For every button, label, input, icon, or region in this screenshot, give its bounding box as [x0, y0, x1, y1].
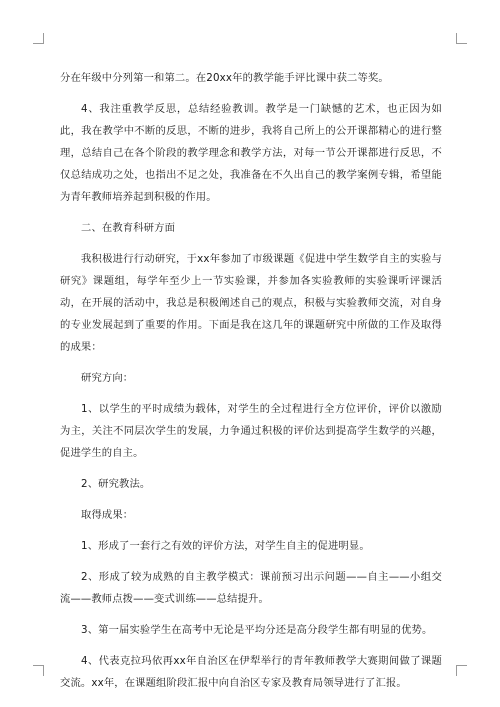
paragraph-2: 4、我注重教学反思，总结经验教训。教学是一门缺憾的艺术，也正因为如此，我在教学中不断的反思，不断的进步，我将自己所上的公开课都精心的进行整理，总结自己在各个阶段的教学理念和教学方法，对每一节公开课都进行反思，不仅总结成功之处，也指出不足之处，我准备在不久出自己的教学案例专辑，希望能为青年教师培养起到积极的作用。 [60, 103, 442, 203]
paragraph-4: 我积极进行行动研究，于xx年参加了市级课题《促进中学生数学自主的实验与研究》课题组，每学年至少上一节实验课，并参加各实验教师的实验课听评课活动，在开展的活动中，我总是积极阐述自己的观点，积极与实验教师交流，对自身的专业发展起到了重要的作用。下面是我在这几年的课题研究中所做的工作及取得的成果： [60, 253, 442, 353]
crop-mark-top-right [456, 33, 467, 44]
crop-mark-top-left [33, 33, 44, 44]
paragraph-achievements: 取得成果： [81, 509, 134, 521]
section-heading-research: 二、在教育科研方面 [81, 222, 176, 234]
crop-mark-bottom-right [456, 665, 467, 676]
paragraph-11: 3、第一届实验学生在高考中无论是平均分还是高分段学生都有明显的优势。 [81, 624, 433, 636]
paragraph-9: 1、形成了一套行之有效的评价方法，对学生自主的促进明显。 [81, 540, 370, 552]
paragraph-10: 2、形成了较为成熟的自主教学模式：课前预习出示问题——自主——小组交流——教师点拨——变式训练——总结提升。 [60, 571, 442, 605]
paragraph-7: 2、研究教法。 [81, 478, 151, 490]
document-body [60, 67, 442, 703]
paragraph-1: 分在年级中分列第一和第二。在20xx年的教学能手评比课中获二等奖。 [60, 72, 389, 84]
paragraph-6: 1、以学生的平时成绩为载体，对学生的全过程进行全方位评价，评价以激励为主，关注不同层次学生的发展，力争通过积极的评价达到提高学生数学的兴趣，促进学生的自主。 [60, 403, 442, 459]
paragraph-12: 4、代表克拉玛依再xx年自治区在伊犁举行的青年教师教学大赛期间做了课题交流。xx年，在课题组阶段汇报中向自治区专家及教育局领导进行了汇报。 [60, 655, 442, 689]
paragraph-research-direction: 研究方向： [81, 372, 134, 384]
crop-mark-bottom-left [33, 665, 44, 676]
